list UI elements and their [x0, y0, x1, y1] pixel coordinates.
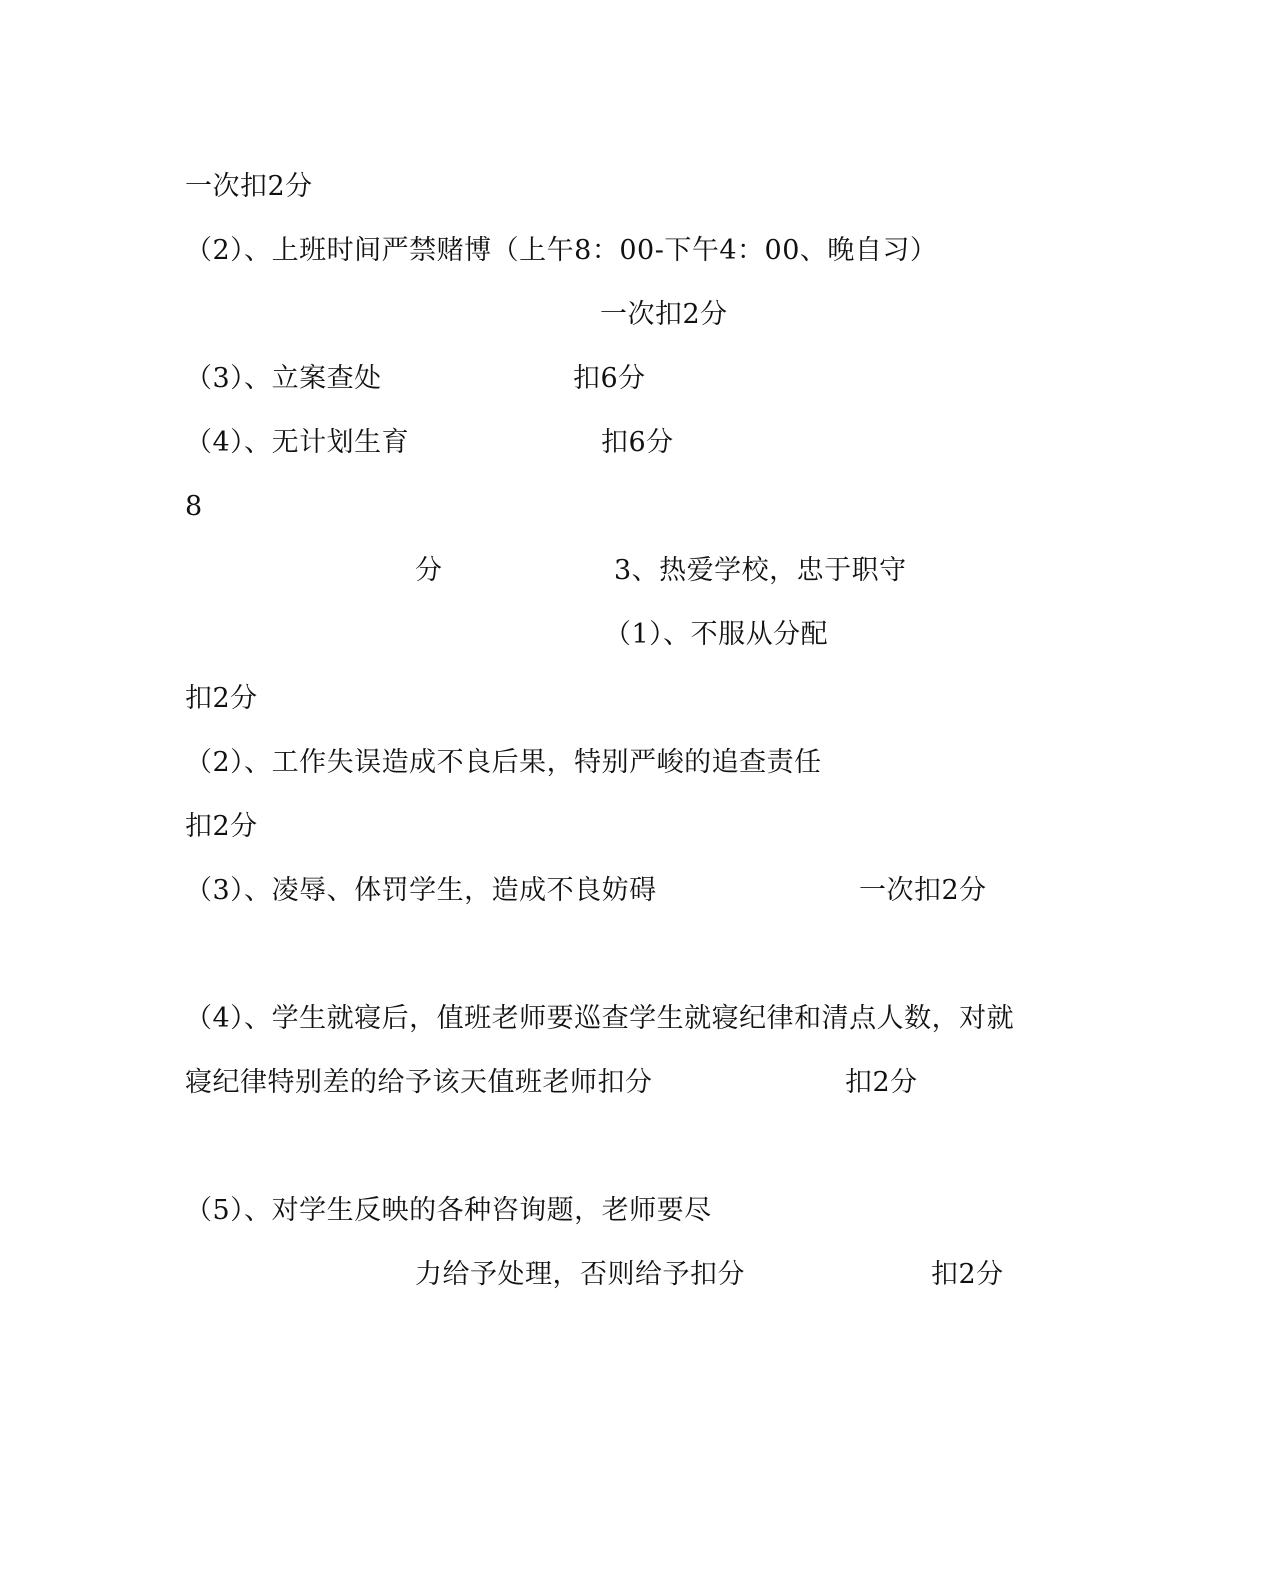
text-line: （3）、立案查处: [185, 363, 382, 394]
text-line: 寝纪律特别差的给予该天值班老师扣分: [185, 1067, 653, 1098]
text-line: （2）、工作失误造成不良后果，特别严峻的追查责任: [185, 747, 822, 778]
text-line: 8: [185, 491, 203, 522]
section-heading: 3、热爱学校，忠于职守: [614, 555, 907, 586]
text-line: （1）、不服从分配: [604, 619, 829, 650]
text-line: 一次扣2分: [600, 299, 728, 330]
text-line: （3）、凌辱、体罚学生，造成不良妨碍: [185, 875, 657, 906]
text-line: 分: [415, 555, 443, 586]
text-line: （4）、无计划生育: [185, 427, 410, 458]
text-line: （4）、学生就寝后，值班老师要巡查学生就寝纪律和清点人数，对就: [185, 1003, 1015, 1034]
deduction-value: 扣2分: [931, 1259, 1004, 1290]
text-line: 一次扣2分: [185, 171, 313, 202]
text-line: （2）、上班时间严禁赌博（上午8：00-下午4：00、晚自习）: [185, 235, 938, 266]
text-line: 力给予处理，否则给予扣分: [415, 1259, 745, 1290]
deduction-value: 扣2分: [185, 683, 258, 714]
deduction-value: 扣6分: [573, 363, 646, 394]
deduction-value: 一次扣2分: [859, 875, 987, 906]
deduction-value: 扣2分: [845, 1067, 918, 1098]
text-line: （5）、对学生反映的各种咨询题，老师要尽: [185, 1195, 712, 1226]
deduction-value: 扣2分: [185, 811, 258, 842]
deduction-value: 扣6分: [601, 427, 674, 458]
